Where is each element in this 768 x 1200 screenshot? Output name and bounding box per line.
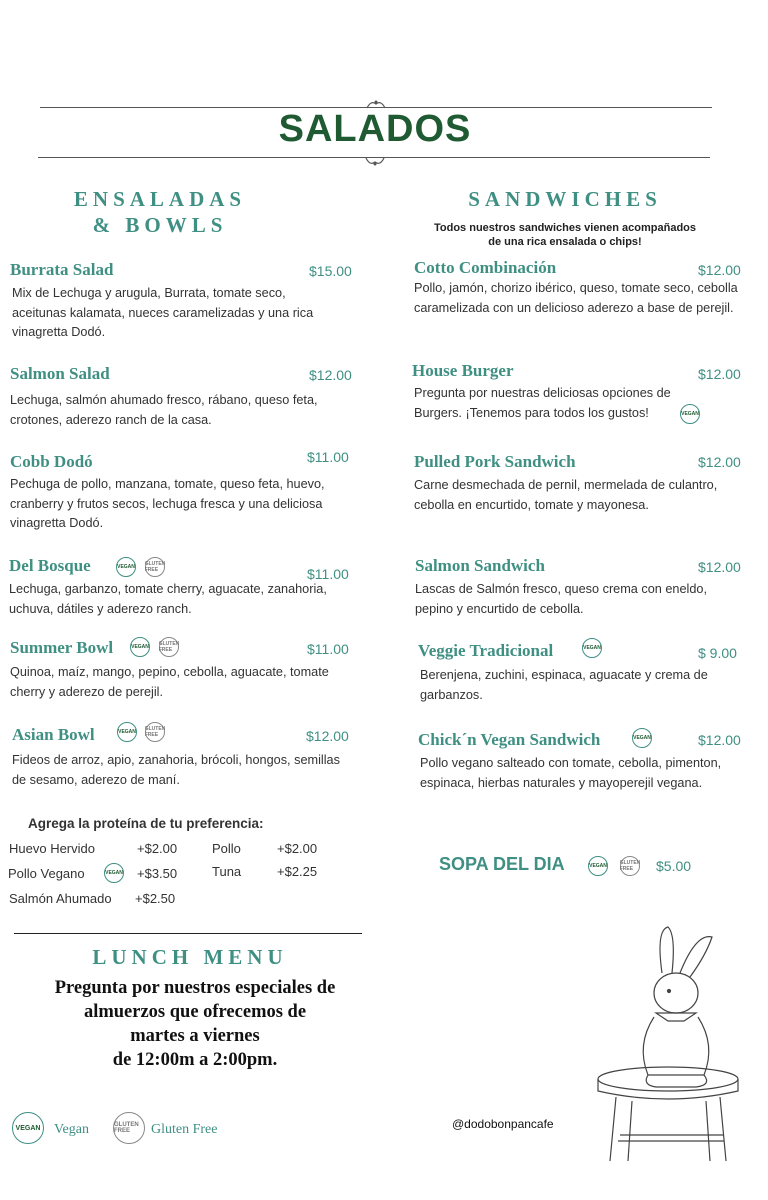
gluten-free-badge-icon: GLUTEN FREE [620, 856, 640, 876]
sandwiches-heading: SANDWICHES [468, 187, 662, 211]
item-name: Salmon Salad [10, 364, 110, 383]
item-desc: Pregunta por nuestras deliciosas opciones de Burgers. ¡Tenemos para todos los gustos! [414, 386, 671, 420]
legend-gluten-free: Gluten Free [151, 1122, 218, 1137]
protein-name: Pollo [212, 841, 241, 856]
protein-heading: Agrega la proteína de tu preferencia: [28, 816, 264, 831]
gluten-free-badge-icon: GLUTEN FREE [113, 1112, 145, 1144]
rabbit-illustration-icon [596, 925, 742, 1161]
item-desc: Quinoa, maíz, mango, pepino, cebolla, aguacate, tomate cherry y aderezo de perejil. [10, 665, 329, 699]
vegan-badge-icon: VEGAN [117, 722, 137, 742]
lunch-heading: LUNCH MENU [92, 945, 288, 969]
ensaladas-heading: ENSALADAS & BOWLS [73, 187, 247, 237]
item-price: $12.00 [306, 728, 349, 744]
item-desc: Lechuga, garbanzo, tomate cherry, aguacate, zanahoria, uchuva, dátiles y aderezo ranch. [9, 582, 327, 616]
item-name: Summer Bowl [10, 638, 114, 657]
item-name: Chick´n Vegan Sandwich [418, 730, 601, 749]
protein-name: Pollo Vegano [8, 866, 85, 881]
protein-name: Tuna [212, 864, 242, 879]
item-price: $15.00 [309, 263, 352, 279]
item-desc: Pechuga de pollo, manzana, tomate, queso feta, huevo, cranberry y frutos secos, lechuga fresca y una deliciosa vinagretta Dodó. [10, 477, 325, 530]
item-desc: Lascas de Salmón fresco, queso crema con eneldo, pepino y encurtido de cebolla. [415, 582, 707, 616]
legend-vegan: Vegan [54, 1122, 89, 1137]
vegan-badge-icon: VEGAN [116, 557, 136, 577]
item-desc: Pollo vegano salteado con tomate, cebolla, pimenton, espinaca, hierbas naturales y mayoperejil vegana. [420, 756, 722, 790]
item-name: Burrata Salad [10, 260, 114, 279]
item-name: Salmon Sandwich [415, 556, 545, 575]
vegan-badge-icon: VEGAN [680, 404, 700, 424]
protein-price: +$3.50 [137, 866, 178, 881]
item-name: Veggie Tradicional [418, 641, 554, 660]
item-desc: Lechuga, salmón ahumado fresco, rábano, queso feta, crotones, aderezo ranch de la casa. [10, 393, 318, 427]
lunch-description: Pregunta por nuestros especiales de almuerzos que ofrecemos de martes a viernes de 12:00m a 2:00pm. [54, 978, 336, 1070]
bottom-ornament-icon [364, 155, 386, 167]
protein-price: +$2.00 [277, 841, 318, 856]
item-price: $12.00 [309, 367, 352, 383]
item-price: $11.00 [307, 566, 349, 582]
vegan-badge-icon: VEGAN [632, 728, 652, 748]
protein-name: Huevo Hervido [9, 841, 95, 856]
item-price: $12.00 [698, 559, 741, 575]
item-desc: Pollo, jamón, chorizo ibérico, queso, tomate seco, cebolla caramelizada con un delicioso aderezo a base de perejil. [414, 281, 738, 315]
gluten-free-badge-icon: GLUTEN FREE [145, 722, 165, 742]
vegan-badge-icon: VEGAN [588, 856, 608, 876]
item-name: Cobb Dodó [10, 452, 93, 471]
item-desc: Fideos de arroz, apio, zanahoria, brócoli, hongos, semillas de sesamo, aderezo de maní. [12, 753, 340, 787]
item-desc: Berenjena, zuchini, espinaca, aguacate y crema de garbanzos. [420, 668, 708, 702]
item-name: Pulled Pork Sandwich [414, 452, 576, 471]
gluten-free-badge-icon: GLUTEN FREE [145, 557, 165, 577]
item-price: $12.00 [698, 732, 741, 748]
item-name: Cotto Combinación [414, 258, 557, 277]
protein-price: +$2.50 [135, 891, 176, 906]
sopa-name: SOPA DEL DIA [439, 854, 565, 874]
protein-price: +$2.00 [137, 841, 178, 856]
item-price: $11.00 [307, 449, 349, 465]
page-title: SALADOS [278, 108, 472, 150]
vegan-badge-icon: VEGAN [104, 863, 124, 883]
vegan-badge-icon: VEGAN [12, 1112, 44, 1144]
item-name: House Burger [412, 361, 514, 380]
item-price: $11.00 [307, 641, 349, 657]
item-price: $12.00 [698, 262, 741, 278]
sandwiches-note: Todos nuestros sandwiches vienen acompañados de una rica ensalada o chips! [433, 222, 697, 248]
item-desc: Mix de Lechuga y arugula, Burrata, tomate seco, aceitunas kalamata, nueces caramelizadas y una rica vinagretta Dodó. [12, 286, 314, 339]
lunch-rule [14, 933, 362, 934]
item-desc: Carne desmechada de pernil, mermelada de culantro, cebolla en encurtido, tomate y mayonesa. [414, 478, 718, 512]
sopa-price: $5.00 [656, 858, 692, 874]
item-name: Del Bosque [9, 556, 91, 575]
social-handle: @dodobonpancafe [452, 1117, 554, 1131]
gluten-free-badge-icon: GLUTEN FREE [159, 637, 179, 657]
item-name: Asian Bowl [12, 725, 95, 744]
vegan-badge-icon: VEGAN [582, 638, 602, 658]
vegan-badge-icon: VEGAN [130, 637, 150, 657]
item-price: $12.00 [698, 366, 741, 382]
protein-name: Salmón Ahumado [9, 891, 112, 906]
item-price: $12.00 [698, 454, 741, 470]
item-price: $ 9.00 [698, 645, 737, 661]
protein-price: +$2.25 [277, 864, 318, 879]
